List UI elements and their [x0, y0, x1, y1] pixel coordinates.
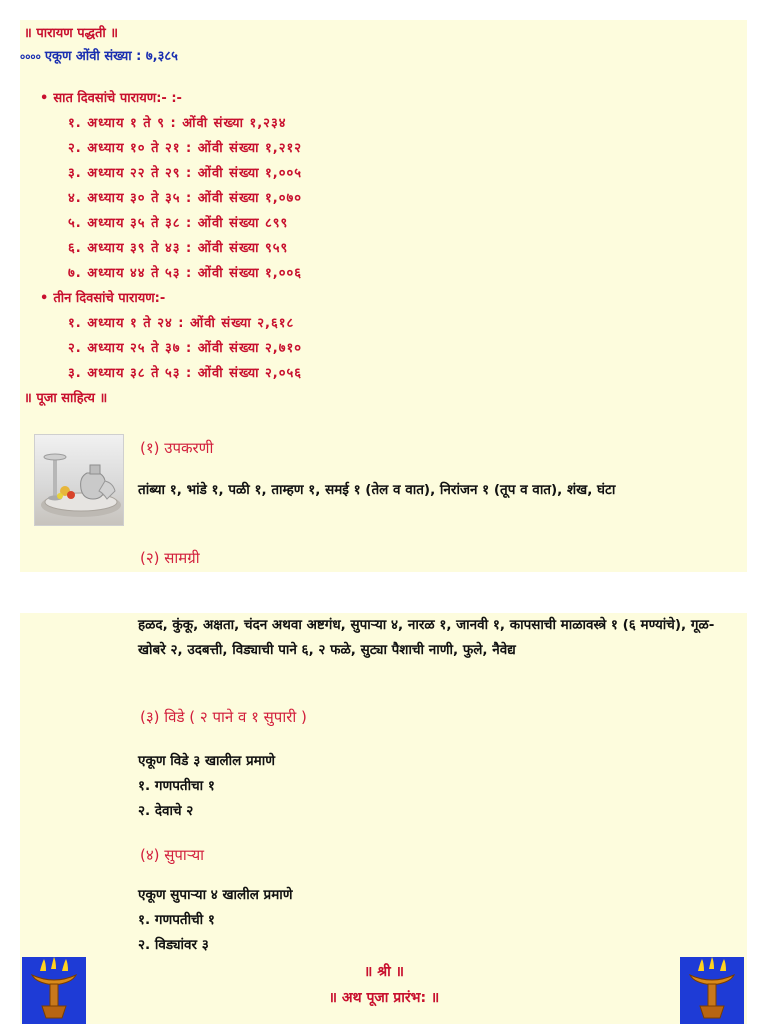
vide-intro: एकूण विडे ३ खालील प्रमाणे: [138, 753, 275, 769]
seven-day-row: ४. अध्याय ३० ते ३५ : ओंवी संख्या १,०७०: [68, 191, 302, 206]
total-ovi-count: एकूण ओंवी संख्या : ७,३८५: [44, 49, 178, 64]
suparya-title: (४) सुपाऱ्या: [140, 846, 205, 864]
suparya-intro: एकूण सुपाऱ्या ४ खालील प्रमाणे: [138, 887, 293, 903]
three-day-row: १. अध्याय १ ते २४ : ओंवी संख्या २,६१८: [68, 316, 295, 331]
vide-item: २. देवाचे २: [138, 803, 194, 819]
seven-day-row: ३. अध्याय २२ ते २९ : ओंवी संख्या १,००५: [68, 166, 302, 181]
puja-sahitya-heading: ॥ पूजा साहित्य ॥: [24, 391, 108, 406]
vide-title: (३) विडे ( २ पाने व १ सुपारी ): [140, 708, 307, 726]
oil-lamp-left-graphic: [22, 957, 86, 1024]
three-day-row: ३. अध्याय ३८ ते ५३ : ओंवी संख्या २,०५६: [68, 366, 302, 381]
puja-vessels-illustration: [35, 435, 123, 525]
parayan-panel: [20, 20, 747, 572]
seven-day-row: ७. अध्याय ४४ ते ५३ : ओंवी संख्या १,००६: [68, 266, 302, 281]
upakarani-title: (१) उपकरणी: [140, 439, 214, 457]
puja-start-heading: ॥ अथ पूजा प्रारंभ: ॥: [328, 990, 440, 1006]
oil-lamp-icon: [22, 957, 86, 1024]
seven-days-title: • सात दिवसांचे पारायण:- :-: [40, 88, 182, 106]
three-day-row: २. अध्याय २५ ते ३७ : ओंवी संख्या २,७१०: [68, 341, 302, 356]
puja-vessels-image: [34, 434, 124, 526]
oil-lamp-right-graphic: [680, 957, 744, 1024]
seven-day-row: ६. अध्याय ३९ ते ४३ : ओंवी संख्या ९५९: [68, 241, 289, 256]
parayan-heading: ॥ पारायण पद्धती ॥: [24, 26, 119, 41]
upakarani-text: तांब्या १, भांडे १, पळी १, ताम्हण १, समई १ (तेल व वात), निरांजन १ (तूप व वात), शंख, घंटा: [138, 482, 616, 498]
suparya-item: १. गणपतीची १: [138, 912, 215, 928]
samagri-title: (२) सामग्री: [140, 549, 200, 567]
seven-day-row: ५. अध्याय ३५ ते ३८ : ओंवी संख्या ८९९: [68, 216, 289, 231]
seven-day-row: १. अध्याय १ ते ९ : ओंवी संख्या १,२३४: [68, 116, 287, 131]
suparya-item: २. विड्यांवर ३: [138, 937, 209, 953]
oil-lamp-icon: [680, 957, 744, 1024]
vide-item: १. गणपतीचा १: [138, 778, 215, 794]
total-prefix: ००००: [20, 52, 41, 63]
total-ovi-line: [20, 46, 178, 64]
seven-day-row: २. अध्याय १० ते २१ : ओंवी संख्या १,२१२: [68, 141, 302, 156]
shri-heading: ॥ श्री ॥: [363, 964, 405, 980]
three-days-title: • तीन दिवसांचे पारायण:-: [40, 288, 165, 306]
samagri-text: हळद, कुंकू, अक्षता, चंदन अथवा अष्टगंध, सुपाऱ्या ४, नारळ १, जानवी १, कापसाची माळावस्त्रे १ (६ मण्यांचे), गूळ-खोबरे २, उदबत्ती, विड्याची पाने ६, २ फळे, सुट्या पैशाची नाणी, फुले, नैवेद्य: [138, 617, 715, 658]
